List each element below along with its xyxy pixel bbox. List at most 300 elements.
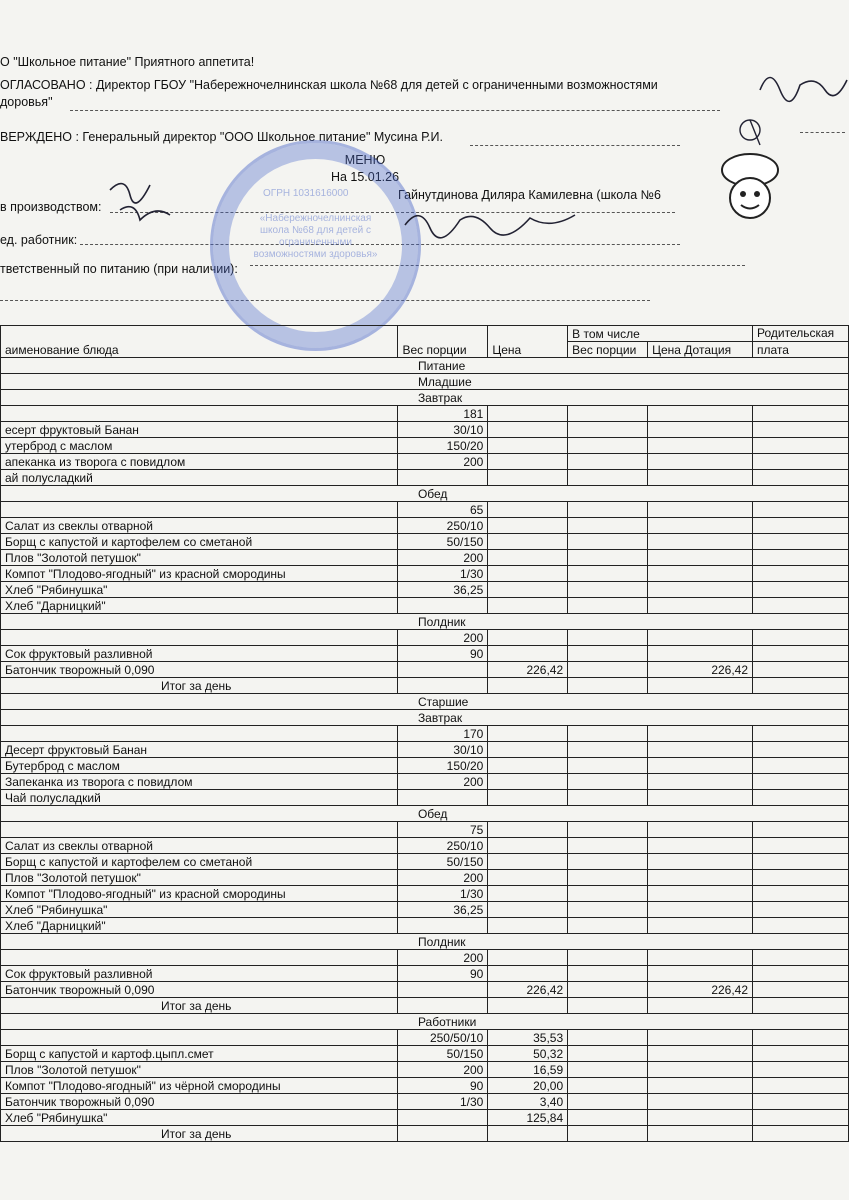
incl-price — [648, 406, 753, 422]
section-row — [1, 486, 849, 502]
section-row — [1, 358, 849, 374]
incl-price — [648, 966, 753, 982]
round-stamp — [210, 140, 421, 351]
dish-name: Салат из свеклы отварной — [1, 518, 398, 534]
dish-price — [488, 566, 568, 582]
dish-name: Плов "Золотой петушок" — [1, 550, 398, 566]
table-row — [1, 454, 849, 470]
parent-pay — [753, 566, 849, 582]
table-row — [1, 422, 849, 438]
parent-pay — [753, 534, 849, 550]
section-spacer — [1, 358, 398, 374]
incl-weight — [568, 470, 648, 486]
menu-title: МЕНЮ — [344, 153, 386, 167]
parent-pay — [753, 646, 849, 662]
parent-pay — [753, 902, 849, 918]
incl-price — [648, 742, 753, 758]
dish-weight: 200 — [398, 1062, 488, 1078]
dish-name: Плов "Золотой петушок" — [1, 1062, 398, 1078]
table-row — [1, 726, 849, 742]
total-row — [1, 998, 849, 1014]
dish-weight: 90 — [398, 1078, 488, 1094]
dish-name: Компот "Плодово-ягодный" из чёрной смородины — [1, 1078, 398, 1094]
table-row — [1, 870, 849, 886]
dish-price — [488, 822, 568, 838]
parent-pay — [753, 518, 849, 534]
stamp-text: «Набережночелнинская школа №68 для детей с ограниченными возможностями здоровья» — [253, 213, 378, 260]
dish-price — [488, 758, 568, 774]
incl-weight — [568, 918, 648, 934]
dish-weight — [398, 918, 488, 934]
incl-weight — [568, 982, 648, 998]
section-spacer — [1, 614, 398, 630]
dish-price: 3,40 — [488, 1094, 568, 1110]
parent-pay — [753, 822, 849, 838]
section-row — [1, 694, 849, 710]
incl-price — [648, 1094, 753, 1110]
total-cell — [648, 998, 753, 1014]
parent-pay — [753, 454, 849, 470]
dish-name: Хлеб "Дарницкий" — [1, 918, 398, 934]
section-row — [1, 710, 849, 726]
incl-weight — [568, 566, 648, 582]
dish-price — [488, 838, 568, 854]
dish-weight: 200 — [398, 950, 488, 966]
dish-weight — [398, 470, 488, 486]
total-label: Итог за день — [1, 998, 398, 1014]
section-label: Обед — [398, 806, 849, 822]
total-cell — [398, 998, 488, 1014]
dish-weight: 1/30 — [398, 1094, 488, 1110]
section-label: Полдник — [398, 614, 849, 630]
dish-name — [1, 726, 398, 742]
incl-price — [648, 1110, 753, 1126]
table-row — [1, 1110, 849, 1126]
incl-weight — [568, 1078, 648, 1094]
section-label: Старшие — [398, 694, 849, 710]
dish-price — [488, 438, 568, 454]
section-label: Обед — [398, 486, 849, 502]
total-label: Итог за день — [1, 678, 398, 694]
dish-name — [1, 1030, 398, 1046]
total-cell — [568, 998, 648, 1014]
parent-pay — [753, 662, 849, 678]
parent-pay — [753, 790, 849, 806]
dish-weight: 200 — [398, 630, 488, 646]
dish-price: 50,32 — [488, 1046, 568, 1062]
total-cell — [488, 1126, 568, 1142]
total-row — [1, 678, 849, 694]
dish-weight: 90 — [398, 646, 488, 662]
incl-price: 226,42 — [648, 982, 753, 998]
total-cell — [568, 1126, 648, 1142]
table-row — [1, 518, 849, 534]
col-parent: Родительская — [753, 326, 849, 342]
incl-weight — [568, 454, 648, 470]
dish-name — [1, 630, 398, 646]
incl-price — [648, 422, 753, 438]
total-cell — [488, 678, 568, 694]
total-cell — [398, 1126, 488, 1142]
stamp-ogrn: ОГРН 1031616000 — [263, 188, 349, 199]
table-row — [1, 502, 849, 518]
dish-price — [488, 886, 568, 902]
dish-weight: 181 — [398, 406, 488, 422]
col-parent-2: плата — [753, 342, 849, 358]
section-row — [1, 806, 849, 822]
section-spacer — [1, 486, 398, 502]
section-spacer — [1, 806, 398, 822]
table-row — [1, 822, 849, 838]
section-row — [1, 374, 849, 390]
total-row — [1, 1126, 849, 1142]
dish-weight: 250/10 — [398, 518, 488, 534]
section-row — [1, 390, 849, 406]
col-weight: Вес порции — [398, 326, 488, 358]
dish-weight: 1/30 — [398, 566, 488, 582]
parent-pay — [753, 1062, 849, 1078]
dish-price — [488, 534, 568, 550]
incl-weight — [568, 726, 648, 742]
incl-price — [648, 502, 753, 518]
incl-weight — [568, 838, 648, 854]
section-label: Питание — [398, 358, 849, 374]
parent-pay — [753, 1110, 849, 1126]
section-spacer — [1, 694, 398, 710]
incl-weight — [568, 518, 648, 534]
incl-price — [648, 822, 753, 838]
dish-weight: 170 — [398, 726, 488, 742]
dish-name: апеканка из творога с повидлом — [1, 454, 398, 470]
section-label: Завтрак — [398, 710, 849, 726]
dish-weight: 200 — [398, 550, 488, 566]
incl-price — [648, 630, 753, 646]
dish-weight: 150/20 — [398, 438, 488, 454]
dish-price — [488, 918, 568, 934]
dish-weight — [398, 982, 488, 998]
section-spacer — [1, 374, 398, 390]
signature-line — [70, 110, 720, 111]
incl-weight — [568, 902, 648, 918]
parent-pay — [753, 966, 849, 982]
dish-name: Батончик творожный 0,090 — [1, 662, 398, 678]
table-row — [1, 406, 849, 422]
approved-line-2: доровья" — [0, 95, 53, 109]
incl-price — [648, 902, 753, 918]
parent-pay — [753, 550, 849, 566]
dish-weight: 150/20 — [398, 758, 488, 774]
dish-name: утерброд с маслом — [1, 438, 398, 454]
dish-price: 226,42 — [488, 662, 568, 678]
parent-pay — [753, 630, 849, 646]
dish-price: 226,42 — [488, 982, 568, 998]
table-row — [1, 534, 849, 550]
dish-name: есерт фруктовый Банан — [1, 422, 398, 438]
dish-weight — [398, 598, 488, 614]
table-row — [1, 742, 849, 758]
dish-weight: 200 — [398, 870, 488, 886]
dish-name: Хлеб "Рябинушка" — [1, 582, 398, 598]
incl-weight — [568, 1062, 648, 1078]
incl-price — [648, 550, 753, 566]
dish-price — [488, 902, 568, 918]
incl-weight — [568, 502, 648, 518]
dish-name: Борщ с капустой и картоф.цыпл.смет — [1, 1046, 398, 1062]
total-cell — [753, 678, 849, 694]
dish-name: Запеканка из творога с повидлом — [1, 774, 398, 790]
incl-price: 226,42 — [648, 662, 753, 678]
table-row — [1, 1078, 849, 1094]
incl-weight — [568, 422, 648, 438]
dish-name: Хлеб "Рябинушка" — [1, 902, 398, 918]
responsible-label: тветственный по питанию (при наличии): — [0, 262, 238, 276]
incl-weight — [568, 598, 648, 614]
incl-weight — [568, 758, 648, 774]
incl-price — [648, 518, 753, 534]
production-label: в производством: — [0, 200, 102, 214]
section-spacer — [1, 1014, 398, 1030]
section-spacer — [1, 710, 398, 726]
dish-price: 35,53 — [488, 1030, 568, 1046]
section-spacer — [1, 390, 398, 406]
section-label: Работники — [398, 1014, 849, 1030]
dish-weight: 30/10 — [398, 742, 488, 758]
table-row — [1, 470, 849, 486]
dish-name: Салат из свеклы отварной — [1, 838, 398, 854]
parent-pay — [753, 1030, 849, 1046]
dish-weight: 50/150 — [398, 854, 488, 870]
incl-price — [648, 950, 753, 966]
parent-pay — [753, 1046, 849, 1062]
dish-price — [488, 630, 568, 646]
parent-pay — [753, 406, 849, 422]
dish-name: Плов "Золотой петушок" — [1, 870, 398, 886]
parent-pay — [753, 854, 849, 870]
section-spacer — [1, 934, 398, 950]
table-row — [1, 838, 849, 854]
col-incl-price: Цена Дотация — [648, 342, 753, 358]
menu-table — [0, 325, 849, 1142]
incl-price — [648, 838, 753, 854]
table-row — [1, 982, 849, 998]
total-cell — [753, 1126, 849, 1142]
section-label: Младшие — [398, 374, 849, 390]
incl-weight — [568, 1094, 648, 1110]
incl-weight — [568, 646, 648, 662]
parent-pay — [753, 470, 849, 486]
dish-price — [488, 790, 568, 806]
dish-price — [488, 966, 568, 982]
parent-pay — [753, 438, 849, 454]
table-row — [1, 902, 849, 918]
dish-price: 20,00 — [488, 1078, 568, 1094]
incl-weight — [568, 790, 648, 806]
dish-price — [488, 742, 568, 758]
col-price: Цена — [488, 326, 568, 358]
total-cell — [398, 678, 488, 694]
dish-name: Борщ с капустой и картофелем со сметаной — [1, 854, 398, 870]
table-row — [1, 790, 849, 806]
section-row — [1, 934, 849, 950]
table-row — [1, 854, 849, 870]
incl-weight — [568, 1030, 648, 1046]
dish-name — [1, 406, 398, 422]
incl-weight — [568, 662, 648, 678]
incl-weight — [568, 406, 648, 422]
dish-name: Компот "Плодово-ягодный" из красной смородины — [1, 566, 398, 582]
incl-price — [648, 886, 753, 902]
table-row — [1, 550, 849, 566]
production-name: Гайнутдинова Диляра Камилевна (школа №6 — [398, 188, 661, 202]
parent-pay — [753, 1078, 849, 1094]
dish-price: 125,84 — [488, 1110, 568, 1126]
signature-mark — [400, 200, 600, 240]
dish-price — [488, 454, 568, 470]
incl-price — [648, 566, 753, 582]
incl-weight — [568, 950, 648, 966]
parent-pay — [753, 758, 849, 774]
dish-price — [488, 518, 568, 534]
incl-weight — [568, 742, 648, 758]
dish-price — [488, 502, 568, 518]
parent-pay — [753, 726, 849, 742]
total-label: Итог за день — [1, 1126, 398, 1142]
table-row — [1, 950, 849, 966]
signature-line — [800, 132, 845, 133]
dish-price — [488, 550, 568, 566]
section-row — [1, 614, 849, 630]
dish-weight: 1/30 — [398, 886, 488, 902]
dish-name: Батончик творожный 0,090 — [1, 982, 398, 998]
dish-name: Хлеб "Рябинушка" — [1, 1110, 398, 1126]
incl-weight — [568, 854, 648, 870]
dish-name: Хлеб "Дарницкий" — [1, 598, 398, 614]
dish-name: Чай полусладкий — [1, 790, 398, 806]
col-incl: В том числе — [568, 326, 753, 342]
signature-mark — [730, 110, 775, 150]
dish-price — [488, 870, 568, 886]
incl-weight — [568, 1110, 648, 1126]
table-row — [1, 966, 849, 982]
dish-name: Борщ с капустой и картофелем со сметаной — [1, 534, 398, 550]
incl-weight — [568, 822, 648, 838]
table-row — [1, 1094, 849, 1110]
total-cell — [753, 998, 849, 1014]
table-row — [1, 598, 849, 614]
dish-weight: 36,25 — [398, 582, 488, 598]
incl-price — [648, 598, 753, 614]
incl-weight — [568, 438, 648, 454]
dish-name — [1, 950, 398, 966]
parent-pay — [753, 918, 849, 934]
dish-name: Батончик творожный 0,090 — [1, 1094, 398, 1110]
incl-price — [648, 646, 753, 662]
incl-price — [648, 582, 753, 598]
dish-name: Сок фруктовый разливной — [1, 646, 398, 662]
dish-name: Бутерброд с маслом — [1, 758, 398, 774]
dish-weight: 50/150 — [398, 1046, 488, 1062]
incl-price — [648, 1078, 753, 1094]
incl-price — [648, 1030, 753, 1046]
incl-price — [648, 454, 753, 470]
dish-weight: 200 — [398, 454, 488, 470]
total-cell — [648, 1126, 753, 1142]
dish-weight — [398, 662, 488, 678]
incl-price — [648, 918, 753, 934]
confirmed-line: ВЕРЖДЕНО : Генеральный директор "ООО Школьное питание" Мусина Р.И. — [0, 130, 443, 144]
incl-price — [648, 470, 753, 486]
incl-weight — [568, 1046, 648, 1062]
incl-weight — [568, 886, 648, 902]
dish-price — [488, 422, 568, 438]
total-cell — [488, 998, 568, 1014]
parent-pay — [753, 774, 849, 790]
incl-price — [648, 534, 753, 550]
incl-price — [648, 438, 753, 454]
dish-weight: 250/10 — [398, 838, 488, 854]
incl-weight — [568, 630, 648, 646]
dish-weight — [398, 790, 488, 806]
table-row — [1, 1030, 849, 1046]
total-cell — [648, 678, 753, 694]
section-row — [1, 1014, 849, 1030]
parent-pay — [753, 950, 849, 966]
dish-weight — [398, 1110, 488, 1126]
dish-name: Десерт фруктовый Банан — [1, 742, 398, 758]
parent-pay — [753, 502, 849, 518]
incl-price — [648, 1046, 753, 1062]
dish-name: Сок фруктовый разливной — [1, 966, 398, 982]
dish-price — [488, 598, 568, 614]
dish-weight: 200 — [398, 774, 488, 790]
dish-price: 16,59 — [488, 1062, 568, 1078]
parent-pay — [753, 886, 849, 902]
table-row — [1, 662, 849, 678]
parent-pay — [753, 598, 849, 614]
parent-pay — [753, 742, 849, 758]
total-cell — [568, 678, 648, 694]
dish-price — [488, 406, 568, 422]
menu-date: На 15.01.26 — [330, 170, 400, 184]
table-row — [1, 918, 849, 934]
incl-weight — [568, 534, 648, 550]
dish-weight: 36,25 — [398, 902, 488, 918]
table-row — [1, 758, 849, 774]
dish-price — [488, 470, 568, 486]
incl-price — [648, 790, 753, 806]
table-row — [1, 646, 849, 662]
dish-weight: 90 — [398, 966, 488, 982]
incl-weight — [568, 966, 648, 982]
dish-name: Компот "Плодово-ягодный" из красной смородины — [1, 886, 398, 902]
table-row — [1, 438, 849, 454]
incl-weight — [568, 774, 648, 790]
org-line: О "Школьное питание" Приятного аппетита! — [0, 55, 255, 69]
dish-weight: 30/10 — [398, 422, 488, 438]
dish-weight: 65 — [398, 502, 488, 518]
dish-name: ай полусладкий — [1, 470, 398, 486]
incl-weight — [568, 870, 648, 886]
incl-price — [648, 854, 753, 870]
approved-line-1: ОГЛАСОВАНО : Директор ГБОУ "Набережночелнинская школа №68 для детей с ограниченными возможностями — [0, 78, 658, 92]
table-row — [1, 1062, 849, 1078]
parent-pay — [753, 982, 849, 998]
dish-price — [488, 854, 568, 870]
dish-price — [488, 726, 568, 742]
table-row — [1, 886, 849, 902]
signature-line — [470, 145, 680, 146]
table-row — [1, 582, 849, 598]
